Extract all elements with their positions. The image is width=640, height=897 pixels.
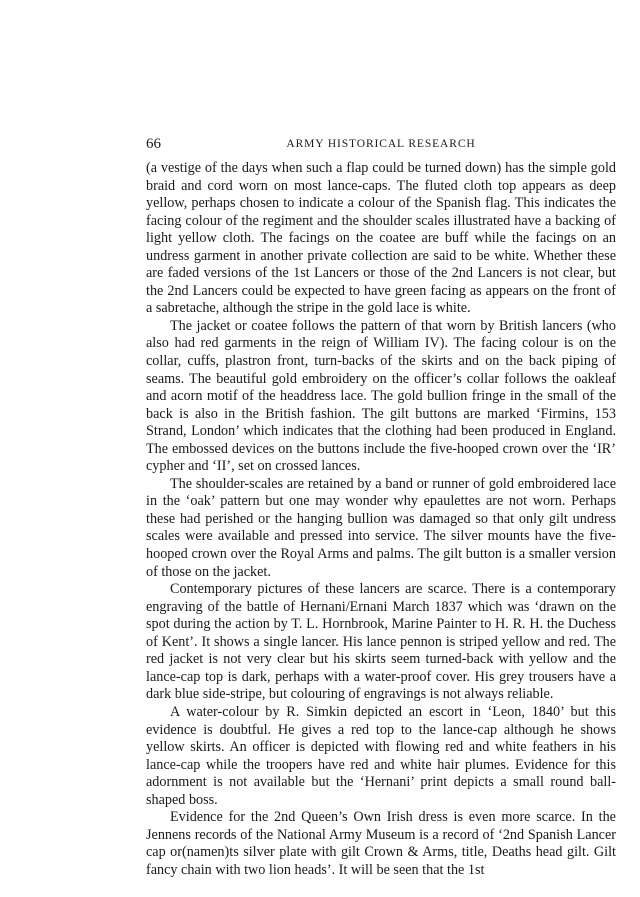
paragraph-jacket: The jacket or coatee follows the pattern of that worn by British lancers (who also had red garments in the reign of William IV). The facing colour is on the collar, cuffs, plastron front, turn-backs of the skirts and on the back piping of seams. The beautiful gold embroidery on the officer’s collar follows the oakleaf and acorn motif of the headdress lace. The gold bullion fringe in the small of the back is also in the British fashion. The gilt buttons are marked ‘Firmins, 153 Strand, London’ which indicates that the clothing had been produced in England. The embossed devices on the buttons include the five-hooped crown over the ‘IR’ cypher and ‘II’, set on crossed lances. [146,317,616,475]
paragraph-water-colour: A water-colour by R. Simkin depicted an escort in ‘Leon, 1840’ but this evidence is doubtful. He gives a red top to the lance-cap although he shows yellow skirts. An officer is depicted with flowing red and white feathers in his lance-cap while the troopers have red and white hair plumes. Evidence for this adornment is not available but the ‘Hernani’ print depicts a small round ball-shaped boss. [146,703,616,808]
paragraph-contemporary-pictures: Contemporary pictures of these lancers are scarce. There is a contemporary engraving of the battle of Hernani/Ernani March 1837 which was ‘drawn on the spot during the action by T. L. Hornbrook, Marine Painter to H. R. H. the Duchess of Kent’. It shows a single lancer. His lance pennon is striped yellow and red. The red jacket is not very clear but his skirts seem turned-back with yellow and the lance-cap top is dark, perhaps with a water-proof cover. His grey trousers have a dark blue side-stripe, but colouring of engravings is not always reliable. [146,581,616,703]
paragraph-shoulder-scales: The shoulder-scales are retained by a band or runner of gold embroidered lace in the ‘oak’ pattern but one may wonder why epaulettes are not worn. Perhaps these had perished or the hanging bullion was damaged so that only gilt undress scales were available and pressed into service. The silver mounts have the five-hooped crown over the Royal Arms and palms. The gilt button is a smaller version of those on the jacket. [146,475,616,580]
running-head [146,134,616,154]
page-number: 66 [146,136,161,152]
body-text [146,160,616,879]
paragraph-irish-dress: Evidence for the 2nd Queen’s Own Irish dress is even more scarce. In the Jennens records of the National Army Museum is a record of ‘2nd Spanish Lancer cap or(namen)ts silver plate with gilt Crown & Arms, title, Deaths head gilt. Gilt fancy chain with two lion heads’. It will be seen that the 1st [146,809,616,878]
journal-title: ARMY HISTORICAL RESEARCH [286,138,476,150]
paragraph-continued: (a vestige of the days when such a flap could be turned down) has the simple gold braid and cord worn on most lance-caps. The fluted cloth top appears as deep yellow, perhaps chosen to indicate a colour of the Spanish flag. This indicates the facing colour of the regiment and the shoulder scales illustrated have a backing of light yellow cloth. The facings on the coatee are buff while the facings on an undress garment in another private collection are said to be white. Whether these are faded versions of the 1st Lancers or those of the 2nd Lancers is not clear, but the 2nd Lancers could be expected to have green facing as appears on the front of a sabretache, although the stripe in the gold lace is white. [146,160,616,317]
